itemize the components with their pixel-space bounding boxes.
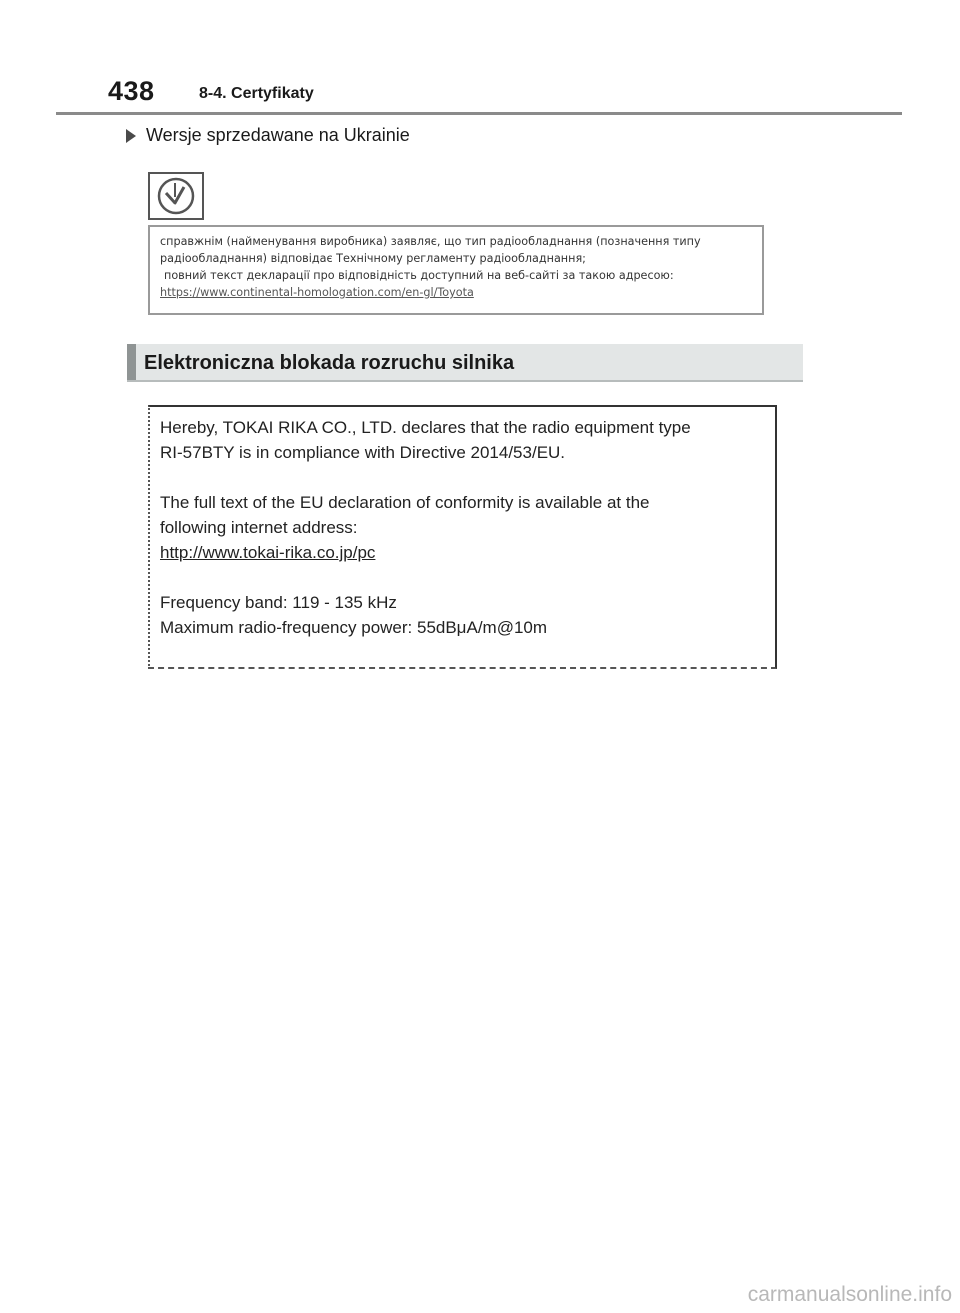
ukraine-subheading <box>126 125 410 146</box>
declaration-line-1: Hereby, TOKAI RIKA CO., LTD. declares that the radio equipment type <box>160 418 691 437</box>
page-number: 438 <box>108 76 155 106</box>
availability-line-2: following internet address: <box>160 518 358 537</box>
section-reference: 8-4. Certyfikaty <box>199 85 314 102</box>
immobilizer-section-title: Elektroniczna blokada rozruchu silnika <box>144 352 515 374</box>
immobilizer-section-bar <box>127 344 803 382</box>
section-accent <box>127 344 136 380</box>
paragraph-gap <box>160 565 765 590</box>
ukraine-declaration-box <box>148 225 764 315</box>
eu-declaration-box <box>148 405 777 669</box>
ukraine-line-1: справжнім (найменування виробника) заявляє, що тип радіообладнання (позначення типу <box>160 235 701 248</box>
frequency-band: Frequency band: 119 - 135 kHz <box>160 593 397 612</box>
eu-declaration-link[interactable]: http://www.tokai-rika.co.jp/pc <box>160 543 376 562</box>
ukraine-subheading-text: Wersje sprzedawane na Ukrainie <box>146 125 410 145</box>
header-rule <box>56 112 902 115</box>
ukraine-declaration-link[interactable]: https://www.continental-homologation.com/en-gl/Toyota <box>160 286 474 299</box>
max-rf-power: Maximum radio-frequency power: 55dBμA/m@10m <box>160 618 548 637</box>
ukraine-line-3: повний текст декларації про відповідність доступний на веб-сайті за такою адресою: <box>164 269 674 282</box>
paragraph-gap <box>160 465 765 490</box>
declaration-line-2: RI-57BTY is in compliance with Directive 2014/53/EU. <box>160 443 566 462</box>
availability-line-1: The full text of the EU declaration of conformity is available at the <box>160 493 650 512</box>
ukraine-line-2: радіообладнання) відповідає Технічному регламенту радіообладнання; <box>160 252 586 265</box>
ukrsepro-conformity-icon <box>148 172 204 220</box>
triangle-bullet-icon <box>126 129 136 143</box>
watermark: carmanualsonline.info <box>747 1283 952 1306</box>
